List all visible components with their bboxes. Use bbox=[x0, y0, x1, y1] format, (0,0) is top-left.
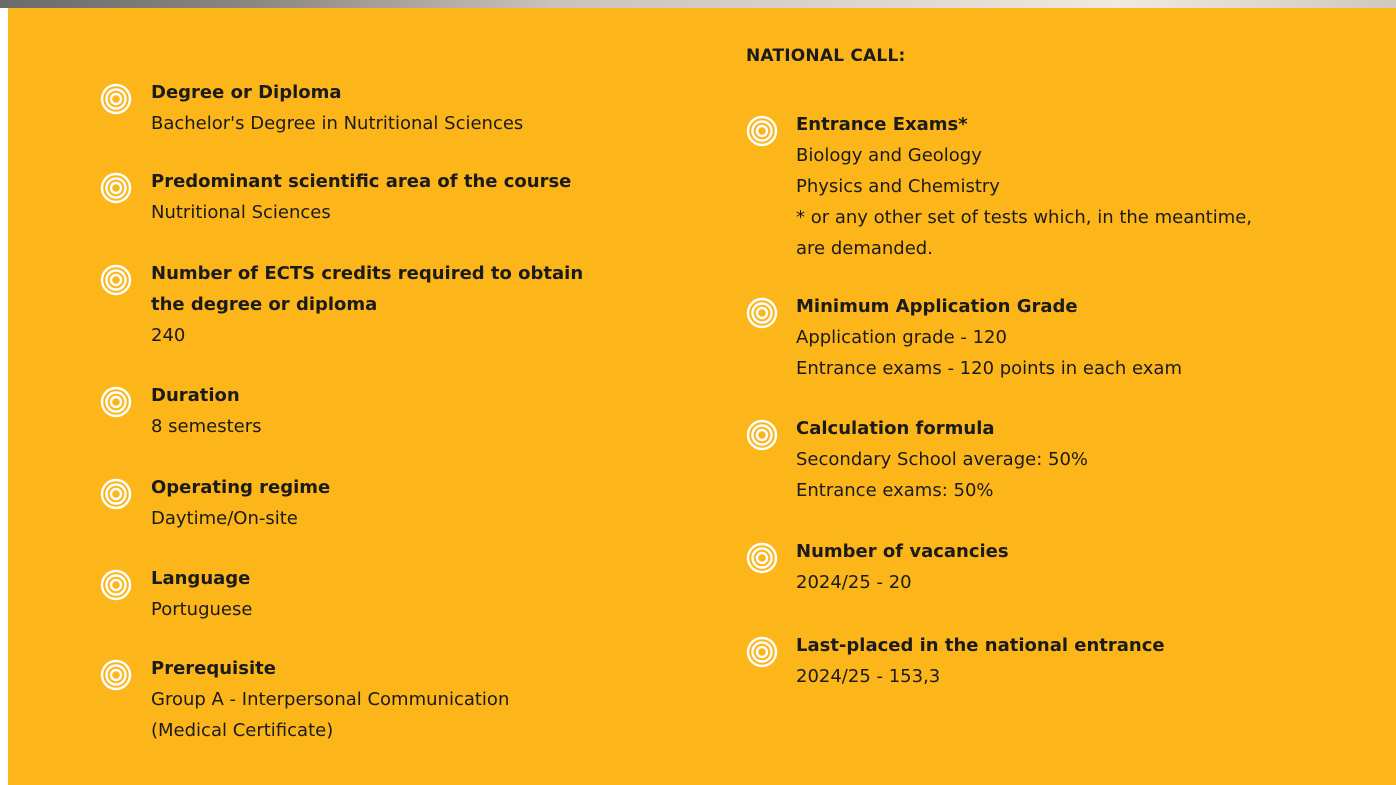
item-value: * or any other set of tests which, in the meantime, bbox=[796, 207, 1253, 228]
item-value: Group A - Interpersonal Communication bbox=[151, 689, 510, 710]
concentric-circles-icon bbox=[100, 659, 132, 691]
concentric-circles-icon bbox=[746, 636, 778, 668]
item-value: 2024/25 - 153,3 bbox=[796, 666, 941, 687]
item-value: (Medical Certificate) bbox=[151, 720, 334, 741]
item-value: Bachelor's Degree in Nutritional Sciences bbox=[151, 113, 524, 134]
concentric-circles-icon bbox=[100, 386, 132, 418]
item-title: Degree or Diploma bbox=[151, 82, 342, 103]
item-value: Physics and Chemistry bbox=[796, 176, 1000, 197]
concentric-circles-icon bbox=[746, 542, 778, 574]
concentric-circles-icon bbox=[746, 297, 778, 329]
item-title: Number of vacancies bbox=[796, 541, 1009, 562]
item-title: Duration bbox=[151, 385, 240, 406]
item-title-continued: the degree or diploma bbox=[151, 294, 378, 315]
item-value: Daytime/On-site bbox=[151, 508, 298, 529]
item-value: 8 semesters bbox=[151, 416, 262, 437]
item-title: Last-placed in the national entrance bbox=[796, 635, 1165, 656]
concentric-circles-icon bbox=[100, 264, 132, 296]
course-info-panel bbox=[8, 8, 1396, 785]
item-title: Calculation formula bbox=[796, 418, 995, 439]
item-value: Entrance exams: 50% bbox=[796, 480, 994, 501]
concentric-circles-icon bbox=[746, 115, 778, 147]
concentric-circles-icon bbox=[100, 172, 132, 204]
item-title: Entrance Exams* bbox=[796, 114, 968, 135]
concentric-circles-icon bbox=[100, 83, 132, 115]
item-title: Minimum Application Grade bbox=[796, 296, 1078, 317]
header-photo-strip bbox=[0, 0, 1396, 8]
item-value: Nutritional Sciences bbox=[151, 202, 331, 223]
concentric-circles-icon bbox=[100, 478, 132, 510]
item-title: Number of ECTS credits required to obtain bbox=[151, 263, 584, 284]
item-title: Prerequisite bbox=[151, 658, 276, 679]
item-value: Portuguese bbox=[151, 599, 253, 620]
item-value: Application grade - 120 bbox=[796, 327, 1007, 348]
item-title: Operating regime bbox=[151, 477, 331, 498]
item-value: are demanded. bbox=[796, 238, 933, 259]
item-title: Predominant scientific area of the course bbox=[151, 171, 572, 192]
item-value: 240 bbox=[151, 325, 186, 346]
item-title: Language bbox=[151, 568, 251, 589]
item-value: Biology and Geology bbox=[796, 145, 982, 166]
national-call-heading: NATIONAL CALL: bbox=[746, 46, 906, 66]
concentric-circles-icon bbox=[100, 569, 132, 601]
item-value: 2024/25 - 20 bbox=[796, 572, 912, 593]
item-value: Secondary School average: 50% bbox=[796, 449, 1089, 470]
concentric-circles-icon bbox=[746, 419, 778, 451]
item-value: Entrance exams - 120 points in each exam bbox=[796, 358, 1182, 379]
